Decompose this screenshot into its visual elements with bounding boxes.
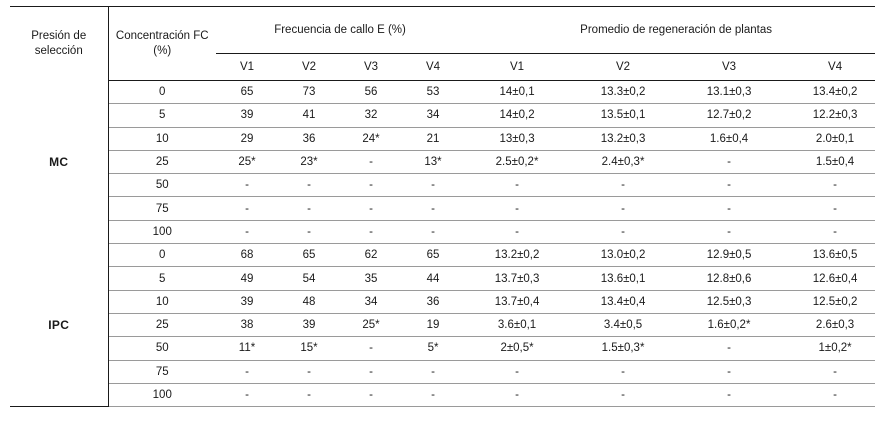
cell-regen-v4: 12.5±0,2 — [782, 290, 875, 313]
cell-regen-v2: 13.3±0,2 — [570, 81, 676, 104]
cell-regen-v3: 12.7±0,2 — [676, 104, 782, 127]
cell-regen-v3: - — [676, 150, 782, 173]
cell-regen-v2: - — [570, 360, 676, 383]
header-concentration: Concentración FC (%) — [108, 7, 216, 81]
cell-callus-v1: 39 — [216, 104, 278, 127]
cell-regen-v2: - — [570, 174, 676, 197]
cell-regen-v1: 14±0,2 — [464, 104, 570, 127]
cell-callus-v1: - — [216, 197, 278, 220]
cell-callus-v2: - — [278, 383, 340, 406]
header-row-groups — [10, 7, 875, 54]
table-row — [10, 81, 875, 104]
cell-callus-v3: - — [340, 174, 402, 197]
cell-callus-v4: - — [402, 174, 464, 197]
cell-regen-v4: 13.6±0,5 — [782, 244, 875, 267]
block-label-mc: MC — [10, 81, 108, 244]
header-callus-v3: V3 — [363, 61, 379, 73]
cell-regen-v2: 1.5±0,3* — [570, 337, 676, 360]
cell-callus-v3: 35 — [340, 267, 402, 290]
cell-regen-v3: - — [676, 197, 782, 220]
header-regen-v3: V3 — [722, 61, 737, 73]
cell-callus-v4: 65 — [402, 244, 464, 267]
header-callus-v4: V4 — [425, 61, 441, 73]
cell-regen-v4: 12.2±0,3 — [782, 104, 875, 127]
cell-callus-v3: - — [340, 197, 402, 220]
cell-regen-v4: - — [782, 174, 875, 197]
cell-callus-v2: 15* — [278, 337, 340, 360]
cell-regen-v4: 1.5±0,4 — [782, 150, 875, 173]
cell-regen-v3: 12.8±0,6 — [676, 267, 782, 290]
cell-callus-v4: 21 — [402, 127, 464, 150]
cell-callus-v3: 34 — [340, 290, 402, 313]
table-row — [10, 244, 875, 267]
cell-callus-v1: - — [216, 360, 278, 383]
table-row — [10, 127, 875, 150]
cell-callus-v2: 39 — [278, 313, 340, 336]
cell-regen-v2: 3.4±0,5 — [570, 313, 676, 336]
cell-callus-v1: - — [216, 383, 278, 406]
table-row — [10, 313, 875, 336]
cell-concentration: 10 — [108, 290, 216, 313]
cell-regen-v4: 2.0±0,1 — [782, 127, 875, 150]
cell-callus-v4: 13* — [402, 150, 464, 173]
cell-regen-v3: - — [676, 220, 782, 243]
cell-regen-v1: 13±0,3 — [464, 127, 570, 150]
cell-regen-v1: 14±0,1 — [464, 81, 570, 104]
table-row — [10, 267, 875, 290]
table-row — [10, 104, 875, 127]
cell-regen-v1: 2.5±0,2* — [464, 150, 570, 173]
cell-callus-v3: 32 — [340, 104, 402, 127]
cell-callus-v3: - — [340, 220, 402, 243]
cell-regen-v1: 2±0,5* — [464, 337, 570, 360]
cell-regen-v2: 13.6±0,1 — [570, 267, 676, 290]
cell-regen-v3: 1.6±0,4 — [676, 127, 782, 150]
cell-regen-v4: 13.4±0,2 — [782, 81, 875, 104]
cell-callus-v2: 54 — [278, 267, 340, 290]
cell-callus-v1: 65 — [216, 81, 278, 104]
cell-callus-v3: - — [340, 150, 402, 173]
table-row — [10, 360, 875, 383]
table-row — [10, 290, 875, 313]
cell-regen-v1: - — [464, 360, 570, 383]
cell-regen-v4: 1±0,2* — [782, 337, 875, 360]
cell-regen-v4: - — [782, 220, 875, 243]
cell-callus-v2: - — [278, 360, 340, 383]
cell-regen-v2: 2.4±0,3* — [570, 150, 676, 173]
cell-callus-v4: 36 — [402, 290, 464, 313]
cell-regen-v2: - — [570, 220, 676, 243]
cell-regen-v4: - — [782, 197, 875, 220]
cell-concentration: 5 — [108, 104, 216, 127]
table-bottom-rule — [10, 407, 875, 408]
cell-callus-v2: - — [278, 220, 340, 243]
cell-concentration: 25 — [108, 150, 216, 173]
header-regen-v4: V4 — [828, 61, 843, 73]
cell-callus-v4: 19 — [402, 313, 464, 336]
cell-regen-v2: 13.2±0,3 — [570, 127, 676, 150]
cell-concentration: 0 — [108, 244, 216, 267]
cell-callus-v1: 68 — [216, 244, 278, 267]
cell-callus-v1: 25* — [216, 150, 278, 173]
cell-callus-v2: 48 — [278, 290, 340, 313]
cell-callus-v2: 73 — [278, 81, 340, 104]
cell-regen-v3: - — [676, 383, 782, 406]
cell-regen-v3: - — [676, 174, 782, 197]
cell-regen-v4: - — [782, 383, 875, 406]
cell-regen-v1: - — [464, 383, 570, 406]
cell-regen-v3: - — [676, 337, 782, 360]
table-row — [10, 150, 875, 173]
cell-concentration: 75 — [108, 197, 216, 220]
cell-regen-v4: 2.6±0,3 — [782, 313, 875, 336]
cell-concentration: 25 — [108, 313, 216, 336]
cell-concentration: 10 — [108, 127, 216, 150]
table-row — [10, 197, 875, 220]
cell-regen-v1: - — [464, 220, 570, 243]
cell-regen-v1: - — [464, 174, 570, 197]
cell-concentration: 100 — [108, 220, 216, 243]
cell-concentration: 100 — [108, 383, 216, 406]
block-label-ipc: IPC — [10, 244, 108, 407]
header-callus-frequency: Frecuencia de callo E (%) — [216, 7, 464, 54]
cell-regen-v2: 13.5±0,1 — [570, 104, 676, 127]
cell-regen-v1: 3.6±0,1 — [464, 313, 570, 336]
cell-callus-v3: 56 — [340, 81, 402, 104]
cell-regen-v2: 13.0±0,2 — [570, 244, 676, 267]
cell-concentration: 50 — [108, 337, 216, 360]
cell-concentration: 75 — [108, 360, 216, 383]
table-row — [10, 220, 875, 243]
cell-callus-v1: - — [216, 220, 278, 243]
cell-callus-v4: - — [402, 220, 464, 243]
cell-callus-v2: - — [278, 174, 340, 197]
cell-concentration: 50 — [108, 174, 216, 197]
cell-regen-v2: - — [570, 383, 676, 406]
cell-callus-v1: 29 — [216, 127, 278, 150]
cell-regen-v3: 12.9±0,5 — [676, 244, 782, 267]
cell-callus-v2: 65 — [278, 244, 340, 267]
header-regen-v2: V2 — [616, 61, 631, 73]
cell-concentration: 5 — [108, 267, 216, 290]
cell-callus-v3: - — [340, 360, 402, 383]
cell-regen-v3: 13.1±0,3 — [676, 81, 782, 104]
cell-regen-v1: - — [464, 197, 570, 220]
cell-callus-v4: 44 — [402, 267, 464, 290]
cell-callus-v2: 36 — [278, 127, 340, 150]
cell-regen-v4: - — [782, 360, 875, 383]
cell-callus-v4: - — [402, 197, 464, 220]
cell-callus-v1: 38 — [216, 313, 278, 336]
header-regen-v1: V1 — [510, 61, 525, 73]
cell-callus-v1: 49 — [216, 267, 278, 290]
header-pressure: Presión de selección — [10, 7, 108, 81]
cell-callus-v4: 53 — [402, 81, 464, 104]
cell-regen-v1: 13.7±0,4 — [464, 290, 570, 313]
cell-callus-v3: 25* — [340, 313, 402, 336]
cell-regen-v3: - — [676, 360, 782, 383]
header-callus-v2: V2 — [301, 61, 317, 73]
cell-callus-v2: - — [278, 197, 340, 220]
cell-callus-v3: 62 — [340, 244, 402, 267]
cell-callus-v1: - — [216, 174, 278, 197]
cell-callus-v3: 24* — [340, 127, 402, 150]
cell-regen-v4: 12.6±0,4 — [782, 267, 875, 290]
table-row — [10, 383, 875, 406]
cell-regen-v3: 12.5±0,3 — [676, 290, 782, 313]
cell-callus-v2: 41 — [278, 104, 340, 127]
cell-callus-v4: - — [402, 360, 464, 383]
cell-callus-v4: - — [402, 383, 464, 406]
cell-callus-v2: 23* — [278, 150, 340, 173]
cell-callus-v1: 39 — [216, 290, 278, 313]
cell-callus-v3: - — [340, 383, 402, 406]
cell-callus-v3: - — [340, 337, 402, 360]
table-row — [10, 174, 875, 197]
cell-regen-v3: 1.6±0,2* — [676, 313, 782, 336]
cell-regen-v2: - — [570, 197, 676, 220]
cell-regen-v2: 13.4±0,4 — [570, 290, 676, 313]
data-table — [10, 6, 875, 407]
cell-regen-v1: 13.7±0,3 — [464, 267, 570, 290]
cell-callus-v4: 34 — [402, 104, 464, 127]
cell-concentration: 0 — [108, 81, 216, 104]
header-callus-v1: V1 — [239, 61, 255, 73]
table-head — [10, 7, 875, 81]
cell-callus-v1: 11* — [216, 337, 278, 360]
cell-callus-v4: 5* — [402, 337, 464, 360]
table-body — [10, 81, 875, 408]
header-regeneration: Promedio de regeneración de plantas — [464, 7, 875, 54]
table-row — [10, 337, 875, 360]
cell-regen-v1: 13.2±0,2 — [464, 244, 570, 267]
